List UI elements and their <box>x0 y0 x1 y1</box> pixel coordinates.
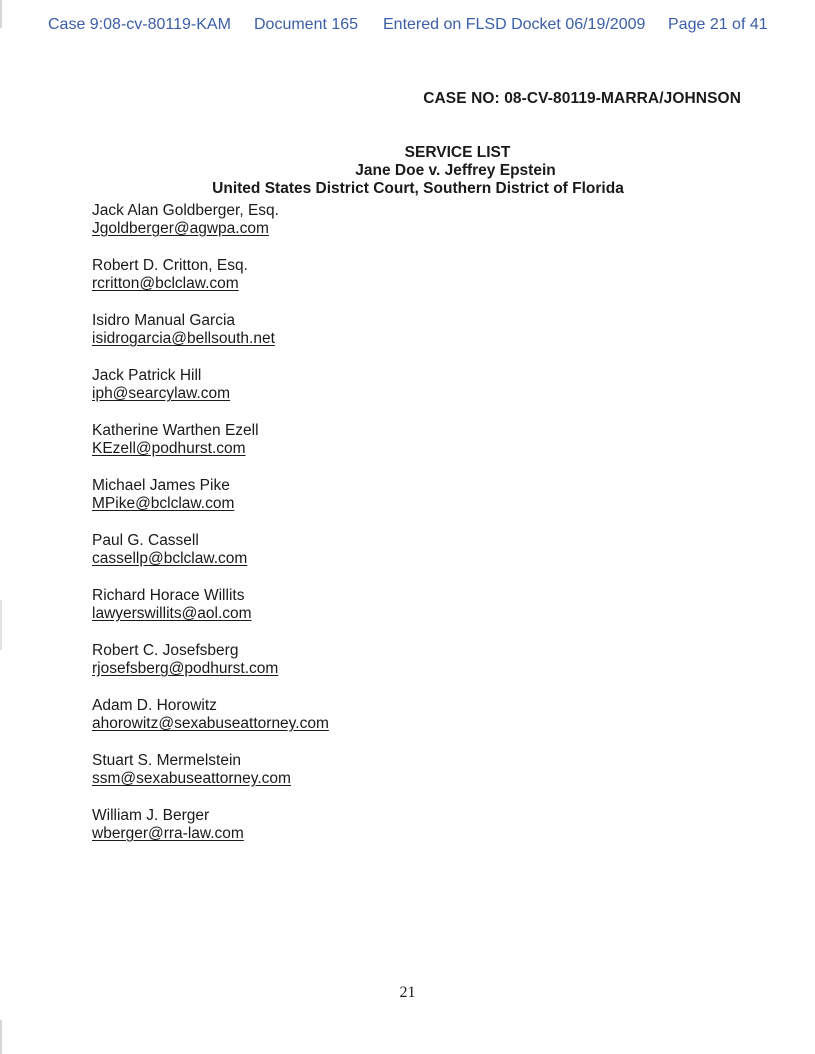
recipient-name: Katherine Warthen Ezell <box>92 422 259 439</box>
recipient-entry <box>92 422 329 477</box>
recipient-name: Isidro Manual Garcia <box>92 312 236 329</box>
recipient-name: Jack Alan Goldberger, Esq. <box>92 202 279 219</box>
recipient-email-link[interactable]: cassellp@bclclaw.com <box>92 550 248 567</box>
recipient-email-link[interactable]: wberger@rra-law.com <box>92 825 244 842</box>
recipient-email-link[interactable]: rcritton@bclclaw.com <box>92 275 239 292</box>
case-number-caption: CASE NO: 08-CV-80119-MARRA/JOHNSON <box>423 90 741 107</box>
recipient-entry <box>92 697 329 752</box>
recipient-entry <box>92 642 329 697</box>
recipient-entry <box>92 367 329 422</box>
recipient-name: Paul G. Cassell <box>92 532 199 549</box>
stamp-page-count: Page 21 of 41 <box>668 16 768 33</box>
docket-stamp-header <box>0 16 815 38</box>
recipient-name: Robert C. Josefsberg <box>92 642 239 659</box>
recipient-email-link[interactable]: isidrogarcia@bellsouth.net <box>92 330 275 347</box>
recipient-entry <box>92 532 329 587</box>
recipient-name: Adam D. Horowitz <box>92 697 217 714</box>
recipient-name: Jack Patrick Hill <box>92 367 202 384</box>
recipient-entry <box>92 807 329 862</box>
recipient-name: William J. Berger <box>92 807 210 824</box>
recipient-email-link[interactable]: Jgoldberger@agwpa.com <box>92 220 269 237</box>
service-list-title: SERVICE LIST <box>404 144 511 161</box>
stamp-case-number: Case 9:08-cv-80119-KAM <box>48 16 231 33</box>
recipient-entry <box>92 752 329 807</box>
recipient-email-link[interactable]: ahorowitz@sexabuseattorney.com <box>92 715 329 732</box>
recipient-email-link[interactable]: ssm@sexabuseattorney.com <box>92 770 291 787</box>
stamp-entered-date: Entered on FLSD Docket 06/19/2009 <box>383 16 646 33</box>
recipient-entry <box>92 202 329 257</box>
recipient-email-link[interactable]: KEzell@podhurst.com <box>92 440 246 457</box>
recipient-name: Robert D. Critton, Esq. <box>92 257 248 274</box>
recipient-name: Michael James Pike <box>92 477 230 494</box>
recipient-entry <box>92 477 329 532</box>
court-name: United States District Court, Southern District of Florida <box>212 180 624 197</box>
recipient-entry <box>92 257 329 312</box>
service-list-heading <box>0 144 815 198</box>
recipient-entry <box>92 312 329 367</box>
scan-edge-mark <box>0 600 2 650</box>
service-list <box>92 202 329 862</box>
case-parties: Jane Doe v. Jeffrey Epstein <box>355 162 556 179</box>
page-number: 21 <box>399 984 416 1001</box>
recipient-name: Richard Horace Willits <box>92 587 245 604</box>
recipient-email-link[interactable]: lawyerswillits@aol.com <box>92 605 252 622</box>
recipient-email-link[interactable]: rjosefsberg@podhurst.com <box>92 660 279 677</box>
recipient-entry <box>92 587 329 642</box>
recipient-name: Stuart S. Mermelstein <box>92 752 242 769</box>
stamp-document-number: Document 165 <box>254 16 359 33</box>
recipient-email-link[interactable]: MPike@bclclaw.com <box>92 495 235 512</box>
scan-edge-mark <box>0 1020 2 1054</box>
recipient-email-link[interactable]: iph@searcylaw.com <box>92 385 231 402</box>
